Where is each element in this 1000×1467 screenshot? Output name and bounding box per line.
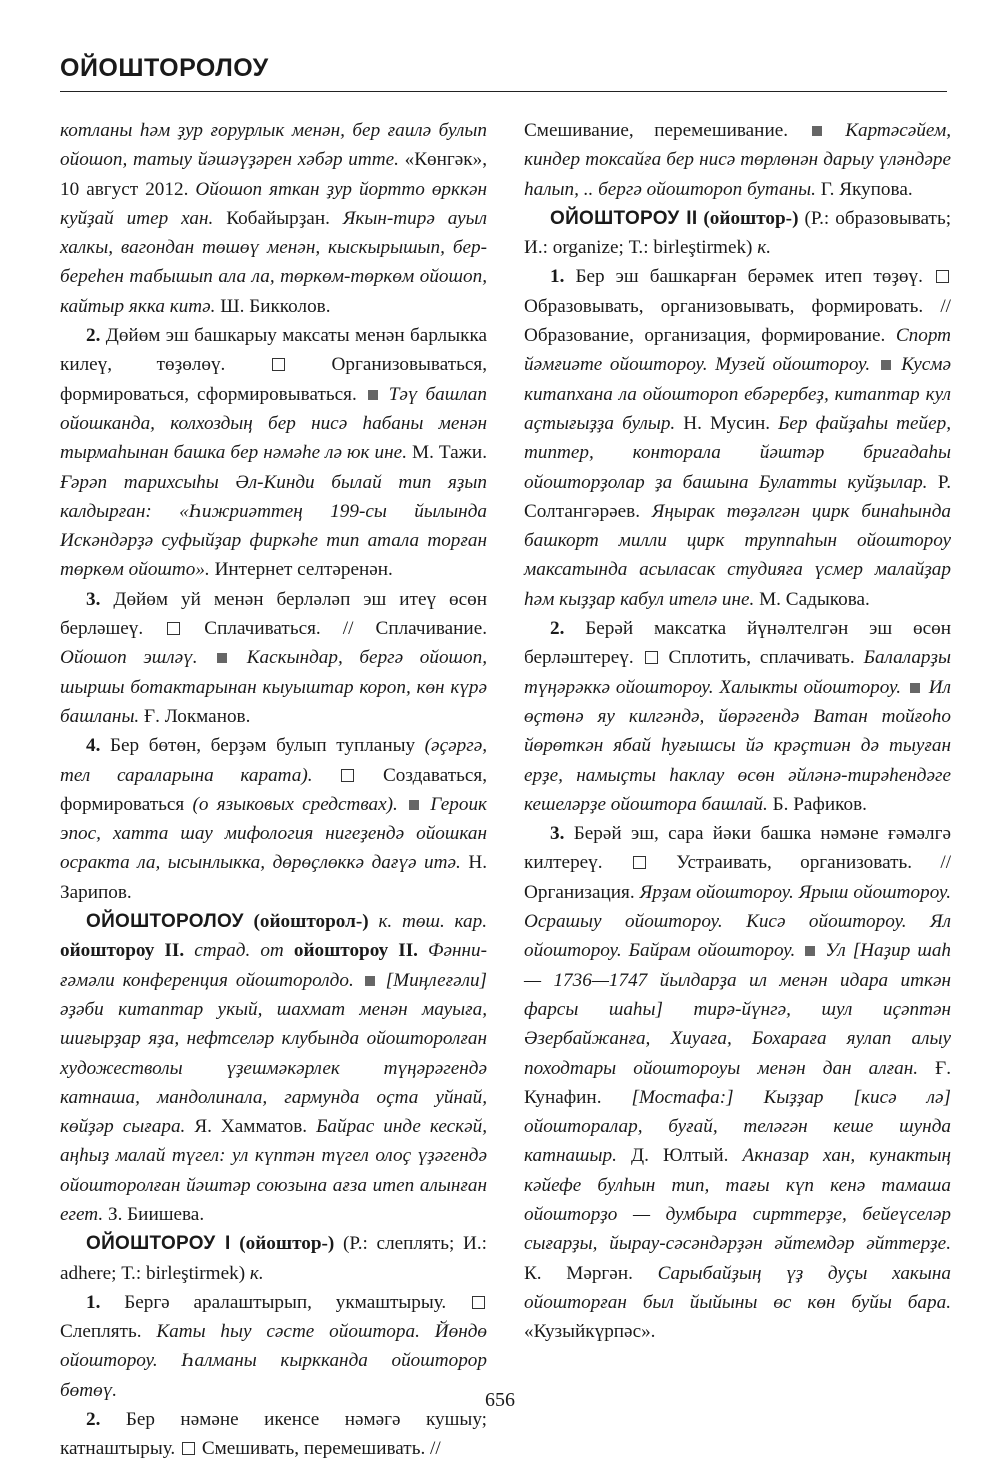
russian-marker-icon [472,1296,485,1309]
sense-3: 3. Берәй эш, сара йәки башка нәмәне ғәмәлгә килтереү. Устраивать, организовать. // Организация. Ярҙам ойоштороу. Ярыш ойоштороу. Осрашыу ойоштороу. Кисә ойоштороу. Ял ойоштороу. Байрам ойоштороу. Ул [Наҙир шаһ — 1736—1747 йылдарҙа ил менән идара иткән фарсы шаһы] тирә-йүнгә, шул иҫәптән Әзербайжанға, Хиуаға, Бохараға яулап алыу походтары ойоштороуы менән дан алған. Ғ. Кунафин. [Мостафа:] Кыҙҙар [кисә лә] ойоштоpалар, буғай, теләгән кеше шунда катнашыр. Д. Юлтый. Акназар хан, кунактың кәйефе булһын тип, тағы күп кенә тамаша ойошторҙо — думбыра сирттерҙе, бейеүселәр сығарҙы, йырау-сәсәндәрҙән әйтемдәр әйттерҙе. К. Мәргән. Сарыбайҙың үҙ дуҫы хакына ойошторған был йыйыны өс көн буйы бара. «Кузыйкүрпәс». [524,823,952,1343]
example-marker-icon [365,976,375,986]
example-marker-icon [409,800,419,810]
header-rule [60,91,947,92]
sense-1: 1. Бер эш башкарған берәмек итеп төҙөү. Образовывать, организовывать, формировать. // Образование, организация, формирование. Спорт йәмғиәте ойоштороу. Музей ойоштороу. Кусмә китапхана ла ойоштороп ебәрербеҙ, китаптар кул аҫтығыҙҙа булыр. Н. Мусин. Бер файҙаһы тейер, типтер, конторала йәштәр бригадаһы ойошторҙолар ҙа башына Булатты куйҙылар. Р. Солтангәрәев. Яңырак төҙәлгән цирк бинаһында башкорт милли цирк труппаһын ойоштороу максатында асылаcак студияға үсмер малайҙар һәм кыҙҙар кабул ителә ине. М. Садыкова. [524,266,952,610]
running-header: ОЙОШТОРОЛОУ [60,54,269,82]
continuation-paragraph: котланы һәм ҙур ғорурлык менән, бер ғаилә булып ойошоп, татыу йәшәүҙәрен хәбәр итте. «Көнгәк», 10 август 2012. Ойошоп яткан ҙур йортто өрккән куйҙай итер хан. Кобайырҙан. Якын-тирә ауыл халкы, вагондан төшөү менән, кыскырышып, бер-береһен табышып ала ла, төркөм-төркөм ойошоп, кайтыр якка китә. Ш. Бикколов. [60,120,488,317]
example-marker-icon [805,946,815,956]
right-column [524,116,951,1346]
example-marker-icon [368,390,378,400]
russian-marker-icon [341,769,354,782]
headword: ОЙОШТОРОУ II [550,207,698,229]
page-number: 656 [485,1389,515,1411]
sense-4: 4. Бер бөтөн, берҙәм булып тупланыу (әҫәргә, тел сараларына карата). Создаваться, формироваться (о языковых средствах). Героик эпос, хатта шау мифология нигеҙендә ойошкан осракта ла, ысынлыкка, дөрөҫлөккә дағүә итә. Н. Зарипов. [60,735,488,903]
russian-marker-icon [645,651,658,664]
example-marker-icon [910,683,920,693]
sense-3: 3. Дөйөм уй менән берләләп эш итеү өсөн берләшеү. Сплачиваться. // Сплачивание. Ойошоп эшләү. Каскындар, бергә ойошоп, шыршы ботактарынан кыуыштар короп, көн күрә башланы. Ғ. Локманов. [60,588,488,727]
sense-1: 1. Бергә аралаштырып, укмаштырыу. Слеплять. Каты һыу сәсте ойоштора. Йөндө ойоштороу. Һалманы кыркканда ойошторop бөтөү. [60,1291,488,1401]
sense-2: 2. Дөйөм эш башкарыу максаты менән барлыкка килеү, төҙөлөү. Организовываться, формироваться, сформировываться. Тәү башлап ойошканда, колхоздың бер нисә һабаны менән тырмаһынан башка бер нәмәһе лә юк ине. М. Тажи. Ғәрәп тарихсыһы Әл-Кинди былай тип яҙып калдырған: «Һижриәттең 199-сы йылында Искәндәрҙә суфыйҙар фиркәһе тип атала торған төркөм ойошто». Интернет селтәренән. [60,325,488,581]
sense-2: 2. Берәй максатка йүнәлтелгән эш өсөн берләштереү. Сплотить, сплачивать. Балаларҙы түңәрәккә ойоштороу. Халыкты ойоштороу. Ил өҫтөнә яу килгәндә, йөрәгендә Ватан тойғоһо йөрөткән ябай һуғышсы йә крәҫтиән дә тыуған ерҙе, намыҫты һаклау өсөн әйләнә-тирәһендәге кешеләрҙе ойоштора башлай. Б. Рафиков. [524,618,952,815]
example-marker-icon [217,653,227,663]
russian-marker-icon [167,622,180,635]
headword: ОЙОШТОРОЛОУ [86,911,244,933]
entry-oyoshtoroloy: ОЙОШТОРОЛОУ (ойошторол-) к. төш. кар. ойоштороу II. страд. от ойоштороу II. Фәнни-ғәмәли конференция ойошторолдо. [Миңлеғәли] әҙәби китаптар укый, шахмат менән мауыға, шиғырҙар яҙа, нефтселәр клубында ойошторолған художестволы үҙешмәкәрлек түңәрәгендә катнаша, мандолинала, гармунда оҫта уйнай, көйҙәр сығара. Я. Хамматов. Байрас инде кескәй, аңһыҙ малай түгел: ул күптән түгел олоҫ үҙәгендә ойошторолған йәштәр союзына ағза итеп алынған егет. З. Биишева. [60,911,488,1225]
continuation-paragraph: Смешивание, перемешивание. Картәсәйем, киндер токсайға бер нисә төрлөнән дарыу үләндәре һалып, .. бергә ойоштороп бутаны. Г. Якупова. [524,120,951,200]
russian-marker-icon [182,1442,195,1455]
russian-marker-icon [272,358,285,371]
example-marker-icon [881,360,891,370]
entry-oyoshtorou-1: ОЙОШТОРОУ I (ойоштор-) (Р.: слеплять; И.: adhere; Т.: birleştirmek) к. [60,1233,487,1284]
russian-marker-icon [633,856,646,869]
headword: ОЙОШТОРОУ I [86,1233,231,1255]
entry-oyoshtorou-2: ОЙОШТОРОУ II (ойоштор-) (Р.: образовывать; И.: organize; Т.: birleştirmek) к. [524,207,952,259]
sense-2: 2. Бер нәмәне икенсе нәмәгә кушыу; катнаштырыу. Смешивать, перемешивать. // [60,1409,487,1460]
russian-marker-icon [936,270,949,283]
left-column [60,116,487,1464]
example-marker-icon [812,126,822,136]
